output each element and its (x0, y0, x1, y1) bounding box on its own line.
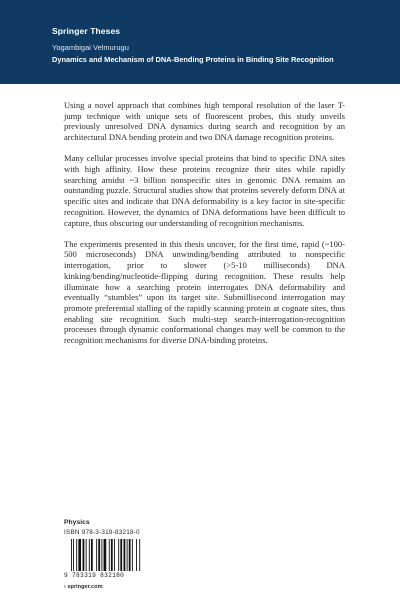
author-name: Yogambigai Velmurugu (52, 43, 129, 52)
abstract-paragraph-3: The experiments presented in this thesis uncover, for the first time, rapid (~100-500 microseconds) DNA unwinding/bending attributed to nonspecific interrogation, prior to slower (>5-10 milliseconds) DNA kinking/bending/nucleotide-flipping during recognition. These results help illuminate how a searching protein interrogates DNA deformability and eventually “stumbles” upon its target site. Submillisecond interrogation may promote preferential stalling of the rapidly scanning protein at cognate sites, thus enabling site recognition. Such multi-step search-interrogation-recognition processes through dynamic conformational changes may well be common to the recognition mechanisms for diverse DNA-binding proteins. (64, 238, 345, 346)
series-name: Springer Theses (52, 26, 121, 36)
cover-header-band (0, 0, 400, 84)
barcode-bar (98, 539, 100, 571)
barcode-bar (109, 539, 110, 571)
barcode-bar (124, 539, 126, 571)
barcode-bar (86, 539, 87, 571)
barcode-bar (127, 539, 128, 571)
subject-category: Physics (64, 519, 90, 526)
barcode-bar (71, 539, 72, 571)
barcode-bar (101, 539, 102, 571)
barcode-bar (76, 539, 77, 571)
barcode-bar (111, 539, 113, 571)
barcode-bars (71, 539, 143, 571)
barcode-bar (78, 539, 81, 571)
barcode-bar (120, 539, 122, 571)
barcode-bar (132, 539, 133, 571)
barcode-bar (91, 539, 93, 571)
barcode-bar (118, 539, 119, 571)
barcode-bar (89, 539, 90, 571)
barcode-bar (139, 539, 140, 571)
publisher-website: › springer.com (64, 584, 103, 590)
barcode-number: 9 783319 832180 (64, 572, 125, 579)
barcode (64, 539, 144, 583)
barcode-bar (73, 539, 74, 571)
isbn: ISBN 978-3-319-83218-0 (64, 529, 140, 536)
barcode-bar (96, 539, 97, 571)
book-title: Dynamics and Mechanism of DNA-Bending Proteins in Binding Site Recognition (52, 55, 334, 64)
abstract (64, 100, 345, 356)
barcode-bar (114, 539, 115, 571)
abstract-paragraph-1: Using a novel approach that combines high temporal resolution of the laser T-jump technique with unique sets of fluorescent probes, this study unveils previously unresolved DNA dynamics during search and recognition by an architectural DNA bending protein and two DNA damage recognition proteins. (64, 100, 345, 143)
barcode-bar (136, 539, 137, 571)
barcode-bar (83, 539, 85, 571)
barcode-bar (129, 539, 131, 571)
abstract-paragraph-2: Many cellular processes involve special proteins that bind to specific DNA sites with high affinity. How these proteins recognize their sites while rapidly searching amidst ~3 billion nonspecific sites in genomic DNA remains an outstanding puzzle. Structural studies show that proteins severely deform DNA at specific sites and indicate that DNA deformability is a key factor in site-specific recognition. However, the dynamics of DNA deformations have been difficult to capture, thus obscuring our understanding of recognition mechanisms. (64, 153, 345, 228)
barcode-bar (104, 539, 107, 571)
